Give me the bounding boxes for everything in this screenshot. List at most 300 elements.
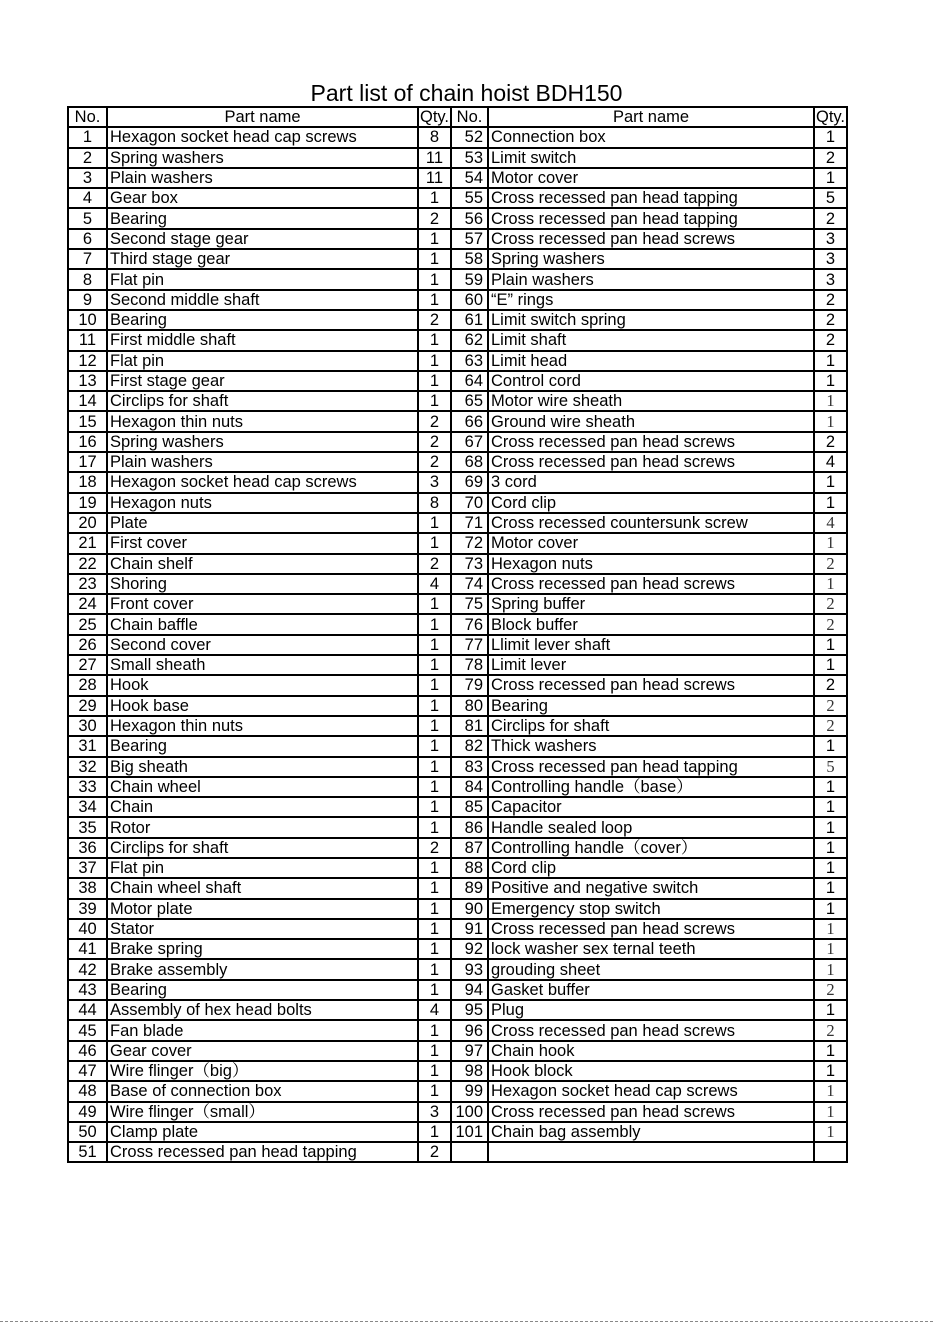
table-row xyxy=(68,371,847,391)
part-no-2: 101 xyxy=(451,1122,488,1142)
part-no-2: 71 xyxy=(451,513,488,533)
part-no-2: 69 xyxy=(451,472,488,492)
table-row xyxy=(68,797,847,817)
table-row xyxy=(68,127,847,147)
part-name: Flat pin xyxy=(107,351,418,371)
part-name-2: Plain washers xyxy=(488,269,814,289)
part-qty-2: 4 xyxy=(814,513,847,533)
part-name: Chain wheel shaft xyxy=(107,878,418,898)
part-name-2: Hook block xyxy=(488,1061,814,1081)
part-name-2: Motor wire sheath xyxy=(488,391,814,411)
part-qty-2: 5 xyxy=(814,757,847,777)
part-name-2: Block buffer xyxy=(488,614,814,634)
parts-table-body xyxy=(68,127,847,1162)
part-no-2: 83 xyxy=(451,757,488,777)
part-name-2: Hexagon socket head cap screws xyxy=(488,1081,814,1101)
part-qty-2: 1 xyxy=(814,797,847,817)
part-qty-2: 3 xyxy=(814,229,847,249)
part-name: Flat pin xyxy=(107,858,418,878)
part-no: 14 xyxy=(68,391,107,411)
part-qty-2: 1 xyxy=(814,493,847,513)
part-no-2: 82 xyxy=(451,736,488,756)
header-qty-2: Qty. xyxy=(815,108,846,127)
part-no: 29 xyxy=(68,696,107,716)
part-no-2: 66 xyxy=(451,411,488,431)
part-qty-2: 1 xyxy=(814,817,847,837)
table-row xyxy=(68,939,847,959)
part-no: 6 xyxy=(68,229,107,249)
part-qty: 1 xyxy=(418,675,451,695)
part-name-2: Motor cover xyxy=(488,168,814,188)
part-no-2: 68 xyxy=(451,452,488,472)
part-no-2: 70 xyxy=(451,493,488,513)
part-qty: 1 xyxy=(418,1041,451,1061)
part-no: 40 xyxy=(68,919,107,939)
part-no: 51 xyxy=(68,1142,107,1162)
part-no-2: 96 xyxy=(451,1020,488,1040)
part-qty: 1 xyxy=(418,330,451,350)
part-name-2: Cross recessed pan head screws xyxy=(488,1020,814,1040)
part-no: 4 xyxy=(68,188,107,208)
part-no-2: 64 xyxy=(451,371,488,391)
part-no-2: 93 xyxy=(451,959,488,979)
part-qty: 1 xyxy=(418,696,451,716)
part-name: Shoring xyxy=(107,574,418,594)
part-no: 10 xyxy=(68,310,107,330)
part-qty: 1 xyxy=(418,736,451,756)
part-name-2: Capacitor xyxy=(488,797,814,817)
part-name-2: Chain hook xyxy=(488,1041,814,1061)
part-name-2: 3 cord xyxy=(488,472,814,492)
part-qty: 1 xyxy=(418,817,451,837)
part-no: 1 xyxy=(68,127,107,147)
part-name: Gear cover xyxy=(107,1041,418,1061)
part-qty: 1 xyxy=(418,635,451,655)
part-name: Spring washers xyxy=(107,148,418,168)
header-no-2: No. xyxy=(451,107,488,127)
part-qty-2: 2 xyxy=(814,290,847,310)
part-name-2: Cross recessed pan head screws xyxy=(488,675,814,695)
part-name: Wire flinger（big） xyxy=(107,1061,418,1081)
part-qty-2: 2 xyxy=(814,980,847,1000)
part-qty-2: 1 xyxy=(814,655,847,675)
part-no-2: 55 xyxy=(451,188,488,208)
part-qty-2: 3 xyxy=(814,269,847,289)
part-no: 32 xyxy=(68,757,107,777)
table-row xyxy=(68,310,847,330)
part-qty: 1 xyxy=(418,513,451,533)
part-name-2: Cross recessed pan head screws xyxy=(488,452,814,472)
part-no: 48 xyxy=(68,1081,107,1101)
table-row xyxy=(68,675,847,695)
part-name-2: Hexagon nuts xyxy=(488,554,814,574)
part-name: Big sheath xyxy=(107,757,418,777)
part-name-2: Llimit lever shaft xyxy=(488,635,814,655)
part-no-2: 77 xyxy=(451,635,488,655)
table-row xyxy=(68,777,847,797)
part-qty: 2 xyxy=(418,554,451,574)
part-qty: 1 xyxy=(418,249,451,269)
part-qty: 1 xyxy=(418,533,451,553)
part-qty-2: 1 xyxy=(814,391,847,411)
part-no: 16 xyxy=(68,432,107,452)
part-no-2: 58 xyxy=(451,249,488,269)
table-row xyxy=(68,1000,847,1020)
part-qty-2: 1 xyxy=(814,1081,847,1101)
part-no: 39 xyxy=(68,899,107,919)
part-name-2: Emergency stop switch xyxy=(488,899,814,919)
part-no: 36 xyxy=(68,838,107,858)
part-qty-2: 2 xyxy=(814,614,847,634)
part-no: 50 xyxy=(68,1122,107,1142)
part-no-2: 79 xyxy=(451,675,488,695)
header-qty: Qty. xyxy=(419,108,450,127)
part-qty: 1 xyxy=(418,594,451,614)
part-no-2: 87 xyxy=(451,838,488,858)
part-no-2: 78 xyxy=(451,655,488,675)
part-no: 24 xyxy=(68,594,107,614)
part-qty: 11 xyxy=(418,148,451,168)
part-name: Flat pin xyxy=(107,269,418,289)
part-qty-2: 2 xyxy=(814,310,847,330)
part-qty-2: 1 xyxy=(814,574,847,594)
table-row xyxy=(68,229,847,249)
table-row xyxy=(68,716,847,736)
table-row xyxy=(68,513,847,533)
part-qty: 1 xyxy=(418,188,451,208)
part-qty-2: 1 xyxy=(814,899,847,919)
part-qty-2: 3 xyxy=(814,249,847,269)
part-no: 8 xyxy=(68,269,107,289)
part-no-2: 63 xyxy=(451,351,488,371)
table-row xyxy=(68,959,847,979)
part-qty-2: 1 xyxy=(814,168,847,188)
part-qty: 2 xyxy=(418,1142,451,1162)
table-row xyxy=(68,1061,847,1081)
part-qty: 1 xyxy=(418,939,451,959)
part-name-2: Cross recessed pan head screws xyxy=(488,919,814,939)
part-name: Hexagon thin nuts xyxy=(107,716,418,736)
table-row xyxy=(68,655,847,675)
part-no-2: 99 xyxy=(451,1081,488,1101)
part-name-2: Control cord xyxy=(488,371,814,391)
part-qty: 1 xyxy=(418,351,451,371)
part-no: 43 xyxy=(68,980,107,1000)
part-no: 27 xyxy=(68,655,107,675)
part-qty-2: 1 xyxy=(814,127,847,147)
part-qty: 1 xyxy=(418,290,451,310)
part-qty-2: 1 xyxy=(814,472,847,492)
part-name: Wire flinger（small） xyxy=(107,1102,418,1122)
part-qty-2: 2 xyxy=(814,696,847,716)
part-qty-2: 1 xyxy=(814,1061,847,1081)
part-no: 38 xyxy=(68,878,107,898)
part-name: Bearing xyxy=(107,736,418,756)
part-no: 21 xyxy=(68,533,107,553)
part-qty: 1 xyxy=(418,1061,451,1081)
part-name-2: Connection box xyxy=(488,127,814,147)
part-name-2: Cross recessed pan head screws xyxy=(488,432,814,452)
part-qty: 11 xyxy=(418,168,451,188)
part-qty: 1 xyxy=(418,391,451,411)
table-row xyxy=(68,249,847,269)
table-row xyxy=(68,878,847,898)
page-title: Part list of chain hoist BDH150 xyxy=(310,80,623,106)
part-no-2: 85 xyxy=(451,797,488,817)
part-no-2: 56 xyxy=(451,208,488,228)
part-no-2: 76 xyxy=(451,614,488,634)
part-qty-2: 1 xyxy=(814,919,847,939)
table-row xyxy=(68,1122,847,1142)
table-row xyxy=(68,472,847,492)
part-no-2: 92 xyxy=(451,939,488,959)
part-no: 45 xyxy=(68,1020,107,1040)
part-no: 37 xyxy=(68,858,107,878)
part-qty-2: 1 xyxy=(814,635,847,655)
part-name: Second middle shaft xyxy=(107,290,418,310)
header-no: No. xyxy=(68,107,107,127)
part-name-2: grouding sheet xyxy=(488,959,814,979)
part-qty-2: 2 xyxy=(814,716,847,736)
part-qty-2: 1 xyxy=(814,959,847,979)
table-row xyxy=(68,1020,847,1040)
table-row xyxy=(68,290,847,310)
part-name-2: Cross recessed pan head tapping xyxy=(488,188,814,208)
part-qty: 4 xyxy=(418,574,451,594)
table-row xyxy=(68,757,847,777)
part-no-2: 54 xyxy=(451,168,488,188)
part-qty-2: 2 xyxy=(814,554,847,574)
part-qty: 1 xyxy=(418,229,451,249)
part-qty: 1 xyxy=(418,980,451,1000)
part-no: 28 xyxy=(68,675,107,695)
part-qty: 1 xyxy=(418,1081,451,1101)
part-no-2: 86 xyxy=(451,817,488,837)
part-name-2: Cross recessed countersunk screw xyxy=(488,513,814,533)
table-row xyxy=(68,493,847,513)
part-qty: 1 xyxy=(418,959,451,979)
part-no-2: 81 xyxy=(451,716,488,736)
part-name: Second cover xyxy=(107,635,418,655)
part-name: Bearing xyxy=(107,208,418,228)
part-no-2: 88 xyxy=(451,858,488,878)
part-qty: 2 xyxy=(418,411,451,431)
table-row xyxy=(68,1142,847,1162)
part-qty: 1 xyxy=(418,1122,451,1142)
part-qty: 3 xyxy=(418,1102,451,1122)
part-no-2: 60 xyxy=(451,290,488,310)
part-name-2: Spring buffer xyxy=(488,594,814,614)
part-name: Assembly of hex head bolts xyxy=(107,1000,418,1020)
part-name: Chain wheel xyxy=(107,777,418,797)
table-row xyxy=(68,432,847,452)
part-qty: 4 xyxy=(418,1000,451,1020)
table-row xyxy=(68,594,847,614)
part-name-2: Cross recessed pan head tapping xyxy=(488,757,814,777)
part-no-2: 100 xyxy=(451,1102,488,1122)
part-no-2: 75 xyxy=(451,594,488,614)
part-name: Small sheath xyxy=(107,655,418,675)
part-name-2: Controlling handle（base） xyxy=(488,777,814,797)
part-no-2: 97 xyxy=(451,1041,488,1061)
part-name-2: Cross recessed pan head tapping xyxy=(488,208,814,228)
header-part-name-2: Part name xyxy=(488,107,814,127)
part-qty-2: 2 xyxy=(814,148,847,168)
part-name: Gear box xyxy=(107,188,418,208)
part-qty-2: 1 xyxy=(814,1000,847,1020)
part-name: Bearing xyxy=(107,310,418,330)
part-name-2: Handle sealed loop xyxy=(488,817,814,837)
part-name-2: Plug xyxy=(488,1000,814,1020)
table-row xyxy=(68,168,847,188)
part-name-2: Cord clip xyxy=(488,493,814,513)
part-qty: 1 xyxy=(418,919,451,939)
part-name-2: Cross recessed pan head screws xyxy=(488,574,814,594)
part-qty-2: 2 xyxy=(814,330,847,350)
part-name: Bearing xyxy=(107,980,418,1000)
part-no: 42 xyxy=(68,959,107,979)
part-no-2: 98 xyxy=(451,1061,488,1081)
part-name-2: Cross recessed pan head screws xyxy=(488,1102,814,1122)
part-no: 17 xyxy=(68,452,107,472)
table-row xyxy=(68,696,847,716)
part-qty-2: 1 xyxy=(814,858,847,878)
part-name: Plate xyxy=(107,513,418,533)
table-row xyxy=(68,980,847,1000)
header-part-name: Part name xyxy=(107,107,418,127)
part-no-2: 53 xyxy=(451,148,488,168)
part-name-2 xyxy=(488,1142,814,1162)
part-qty-2: 1 xyxy=(814,777,847,797)
table-row xyxy=(68,614,847,634)
table-header-row xyxy=(68,107,847,127)
part-name: Chain shelf xyxy=(107,554,418,574)
part-qty-2: 1 xyxy=(814,878,847,898)
part-no: 25 xyxy=(68,614,107,634)
part-no-2: 67 xyxy=(451,432,488,452)
part-name-2: Chain bag assembly xyxy=(488,1122,814,1142)
part-qty-2: 1 xyxy=(814,371,847,391)
part-name: Front cover xyxy=(107,594,418,614)
part-name: Second stage gear xyxy=(107,229,418,249)
part-name-2: Limit head xyxy=(488,351,814,371)
part-no: 15 xyxy=(68,411,107,431)
part-name-2: Limit shaft xyxy=(488,330,814,350)
part-no: 49 xyxy=(68,1102,107,1122)
part-no-2: 90 xyxy=(451,899,488,919)
part-qty: 8 xyxy=(418,493,451,513)
table-row xyxy=(68,1081,847,1101)
part-name-2: Limit switch spring xyxy=(488,310,814,330)
part-qty-2: 1 xyxy=(814,1122,847,1142)
part-name-2: Spring washers xyxy=(488,249,814,269)
part-no: 22 xyxy=(68,554,107,574)
part-no: 23 xyxy=(68,574,107,594)
part-name: Clamp plate xyxy=(107,1122,418,1142)
part-name-2: Controlling handle（cover） xyxy=(488,838,814,858)
part-no-2: 74 xyxy=(451,574,488,594)
part-qty-2: 1 xyxy=(814,736,847,756)
part-qty: 1 xyxy=(418,899,451,919)
part-qty-2: 4 xyxy=(814,452,847,472)
table-row xyxy=(68,574,847,594)
part-name: Fan blade xyxy=(107,1020,418,1040)
part-qty: 1 xyxy=(418,878,451,898)
part-no: 26 xyxy=(68,635,107,655)
part-qty-2: 1 xyxy=(814,1041,847,1061)
part-name-2: Ground wire sheath xyxy=(488,411,814,431)
table-row xyxy=(68,391,847,411)
part-no-2: 62 xyxy=(451,330,488,350)
table-row xyxy=(68,269,847,289)
part-name-2: Cord clip xyxy=(488,858,814,878)
part-name: Chain xyxy=(107,797,418,817)
part-no: 47 xyxy=(68,1061,107,1081)
part-qty-2: 1 xyxy=(814,411,847,431)
part-qty: 2 xyxy=(418,310,451,330)
part-name: Circlips for shaft xyxy=(107,838,418,858)
part-name-2: Motor cover xyxy=(488,533,814,553)
part-name: Spring washers xyxy=(107,432,418,452)
part-qty: 1 xyxy=(418,1020,451,1040)
part-qty-2: 2 xyxy=(814,432,847,452)
part-name: Hexagon nuts xyxy=(107,493,418,513)
part-name-2: Limit switch xyxy=(488,148,814,168)
table-row xyxy=(68,411,847,431)
part-no: 19 xyxy=(68,493,107,513)
part-qty: 1 xyxy=(418,269,451,289)
table-row xyxy=(68,1102,847,1122)
part-qty-2: 2 xyxy=(814,594,847,614)
part-name: First stage gear xyxy=(107,371,418,391)
part-name: First cover xyxy=(107,533,418,553)
table-row xyxy=(68,899,847,919)
part-qty: 1 xyxy=(418,716,451,736)
part-qty: 1 xyxy=(418,858,451,878)
part-qty-2: 1 xyxy=(814,939,847,959)
part-no: 11 xyxy=(68,330,107,350)
part-qty: 1 xyxy=(418,777,451,797)
page-bottom-rule xyxy=(0,1321,933,1322)
part-no: 3 xyxy=(68,168,107,188)
table-row xyxy=(68,452,847,472)
part-name: Cross recessed pan head tapping xyxy=(107,1142,418,1162)
table-row xyxy=(68,554,847,574)
part-no-2: 59 xyxy=(451,269,488,289)
part-qty: 1 xyxy=(418,757,451,777)
part-no-2: 80 xyxy=(451,696,488,716)
part-no: 5 xyxy=(68,208,107,228)
part-no-2: 84 xyxy=(451,777,488,797)
part-qty: 1 xyxy=(418,371,451,391)
part-qty-2: 1 xyxy=(814,1102,847,1122)
part-name: Hexagon thin nuts xyxy=(107,411,418,431)
part-no-2 xyxy=(451,1142,488,1162)
part-no-2: 57 xyxy=(451,229,488,249)
part-qty-2: 2 xyxy=(814,675,847,695)
part-no: 41 xyxy=(68,939,107,959)
part-name-2: Limit lever xyxy=(488,655,814,675)
parts-table xyxy=(67,106,848,1163)
part-no: 13 xyxy=(68,371,107,391)
part-name: Third stage gear xyxy=(107,249,418,269)
part-name: Plain washers xyxy=(107,168,418,188)
part-no: 9 xyxy=(68,290,107,310)
part-qty: 1 xyxy=(418,614,451,634)
part-name-2: Circlips for shaft xyxy=(488,716,814,736)
part-qty-2: 2 xyxy=(814,1020,847,1040)
part-no: 7 xyxy=(68,249,107,269)
